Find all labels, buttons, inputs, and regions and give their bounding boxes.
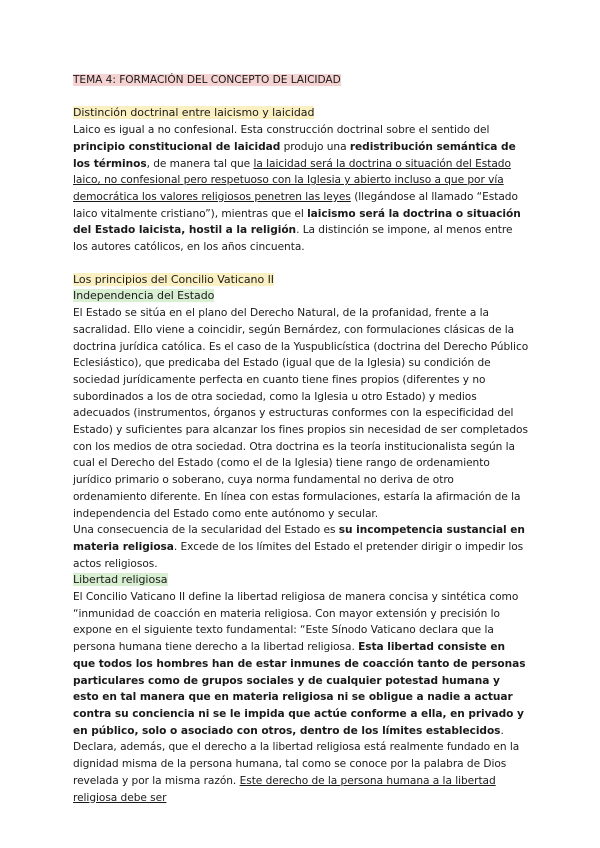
spacer [73, 89, 529, 106]
spacer [73, 256, 529, 272]
section-1-paragraph [73, 122, 529, 256]
document-title: TEMA 4: FORMACIÓN DEL CONCEPTO DE LAICIDAD [73, 74, 341, 86]
bold-text-run: redistribución semántica de los términos [73, 140, 516, 170]
text-run: produjo una [280, 140, 350, 153]
text-run: . La distinción se impone, al menos entre los autores católicos, en los años cincuenta. [73, 224, 513, 254]
section-2-paragraph-2 [73, 522, 529, 572]
section-heading-concilio-vaticano: Los principios del Concilio Vaticano II [73, 272, 274, 286]
text-run: . Declara, además, que el derecho a la libertad religiosa está realmente fundado en la dignidad misma de la persona humana, tal como se conoce por la palabra de Dios revelada y por la misma razón. [73, 724, 520, 787]
section-2-paragraph-1: El Estado se sitúa en el plano del Derecho Natural, de la profanidad, frente a la sacralidad. Ello viene a coincidir, según Bernárdez, con formulaciones clásicas de la doctrina jurídica católica. Es el caso de la Yuspublicística (doctrina del Derecho Público Eclesiástico), que predicaba del Estado (igual que de la Iglesia) su condición de sociedad jurídicamente perfecta en cuanto tiene fines propios (diferentes y no subordinados a los de otra sociedad, como la Iglesia u otro Estado) y medios adecuados (instrumentos, órganos y estructuras conformes con la especificidad del Estado) y suficientes para alcanzar los fines propios sin necesidad de ser completados con los medios de otra sociedad. Otra doctrina es la teoría institucionalista según la cual el Derecho del Estado (como el de la Iglesia) tiene rango de ordenamiento jurídico primario o soberano, cuya norma fundamental no deriva de otro ordenamiento diferente. En línea con estas formulaciones, estaría la afirmación de la independencia del Estado como ente autónomo y secular. [73, 307, 529, 520]
section-3-heading-line [73, 572, 529, 589]
text-run: Una consecuencia de la secularidad del Estado es [73, 524, 339, 537]
text-run: (llegándose al llamado “Estado laico vitalmente cristiano”), mientras que el [73, 190, 518, 220]
document-body [73, 72, 529, 806]
section-2-subheading-line [73, 288, 529, 305]
subheading-libertad-religiosa: Libertad religiosa [73, 573, 168, 587]
text-run: Laico es igual a no confesional. Esta construcción doctrinal sobre el sentido del [73, 124, 490, 137]
text-run: . Excede de los límites del Estado el pretender dirigir o impedir los actos religiosos. [73, 540, 524, 570]
bold-text-run: laicismo será la doctrina o situación del Estado laicista, hostil a la religión [73, 207, 521, 237]
section-1-heading-line [73, 105, 529, 122]
document-title-line [73, 72, 529, 89]
underlined-text-run: la laicidad será la doctrina o situación del Estado laico, no confesional pero respetuoso con la Iglesia y abierto incluso a que por vía democrática los valores religiosos penetren las leyes [73, 157, 511, 203]
text-run: El Concilio Vaticano II define la libertad religiosa de manera concisa y sintética como “inmunidad de coacción en materia religiosa. Con mayor extensión y precisión lo expone en el siguiente texto fundamental: “Este Sínodo Vaticano declara que la persona humana tiene derecho a la libertad religiosa. [73, 591, 519, 654]
section-2-heading-line [73, 272, 529, 289]
subheading-independencia-estado: Independencia del Estado [73, 289, 215, 303]
underlined-text-run: Este derecho de la persona humana a la libertad religiosa debe ser [73, 774, 496, 804]
bold-text-run: su incompetencia sustancial en materia religiosa [73, 524, 525, 553]
text-run: , de manera tal que [146, 157, 254, 170]
section-heading-laicismo-laicidad: Distinción doctrinal entre laicismo y laicidad [73, 106, 315, 120]
section-3-paragraph [73, 589, 529, 806]
bold-text-run: Esta libertad consiste en que todos los hombres han de estar inmunes de coacción tanto de personas particulares como de grupos sociales y de cualquier potestad humana y esto en tal manera que en materia religiosa ni se obligue a nadie a actuar contra su conciencia ni se le impida que actúe conforme a ella, en privado y en público, solo o asociado con otros, dentro de los límites establecidos [73, 641, 526, 737]
bold-text-run: principio constitucional de laicidad [73, 140, 281, 153]
